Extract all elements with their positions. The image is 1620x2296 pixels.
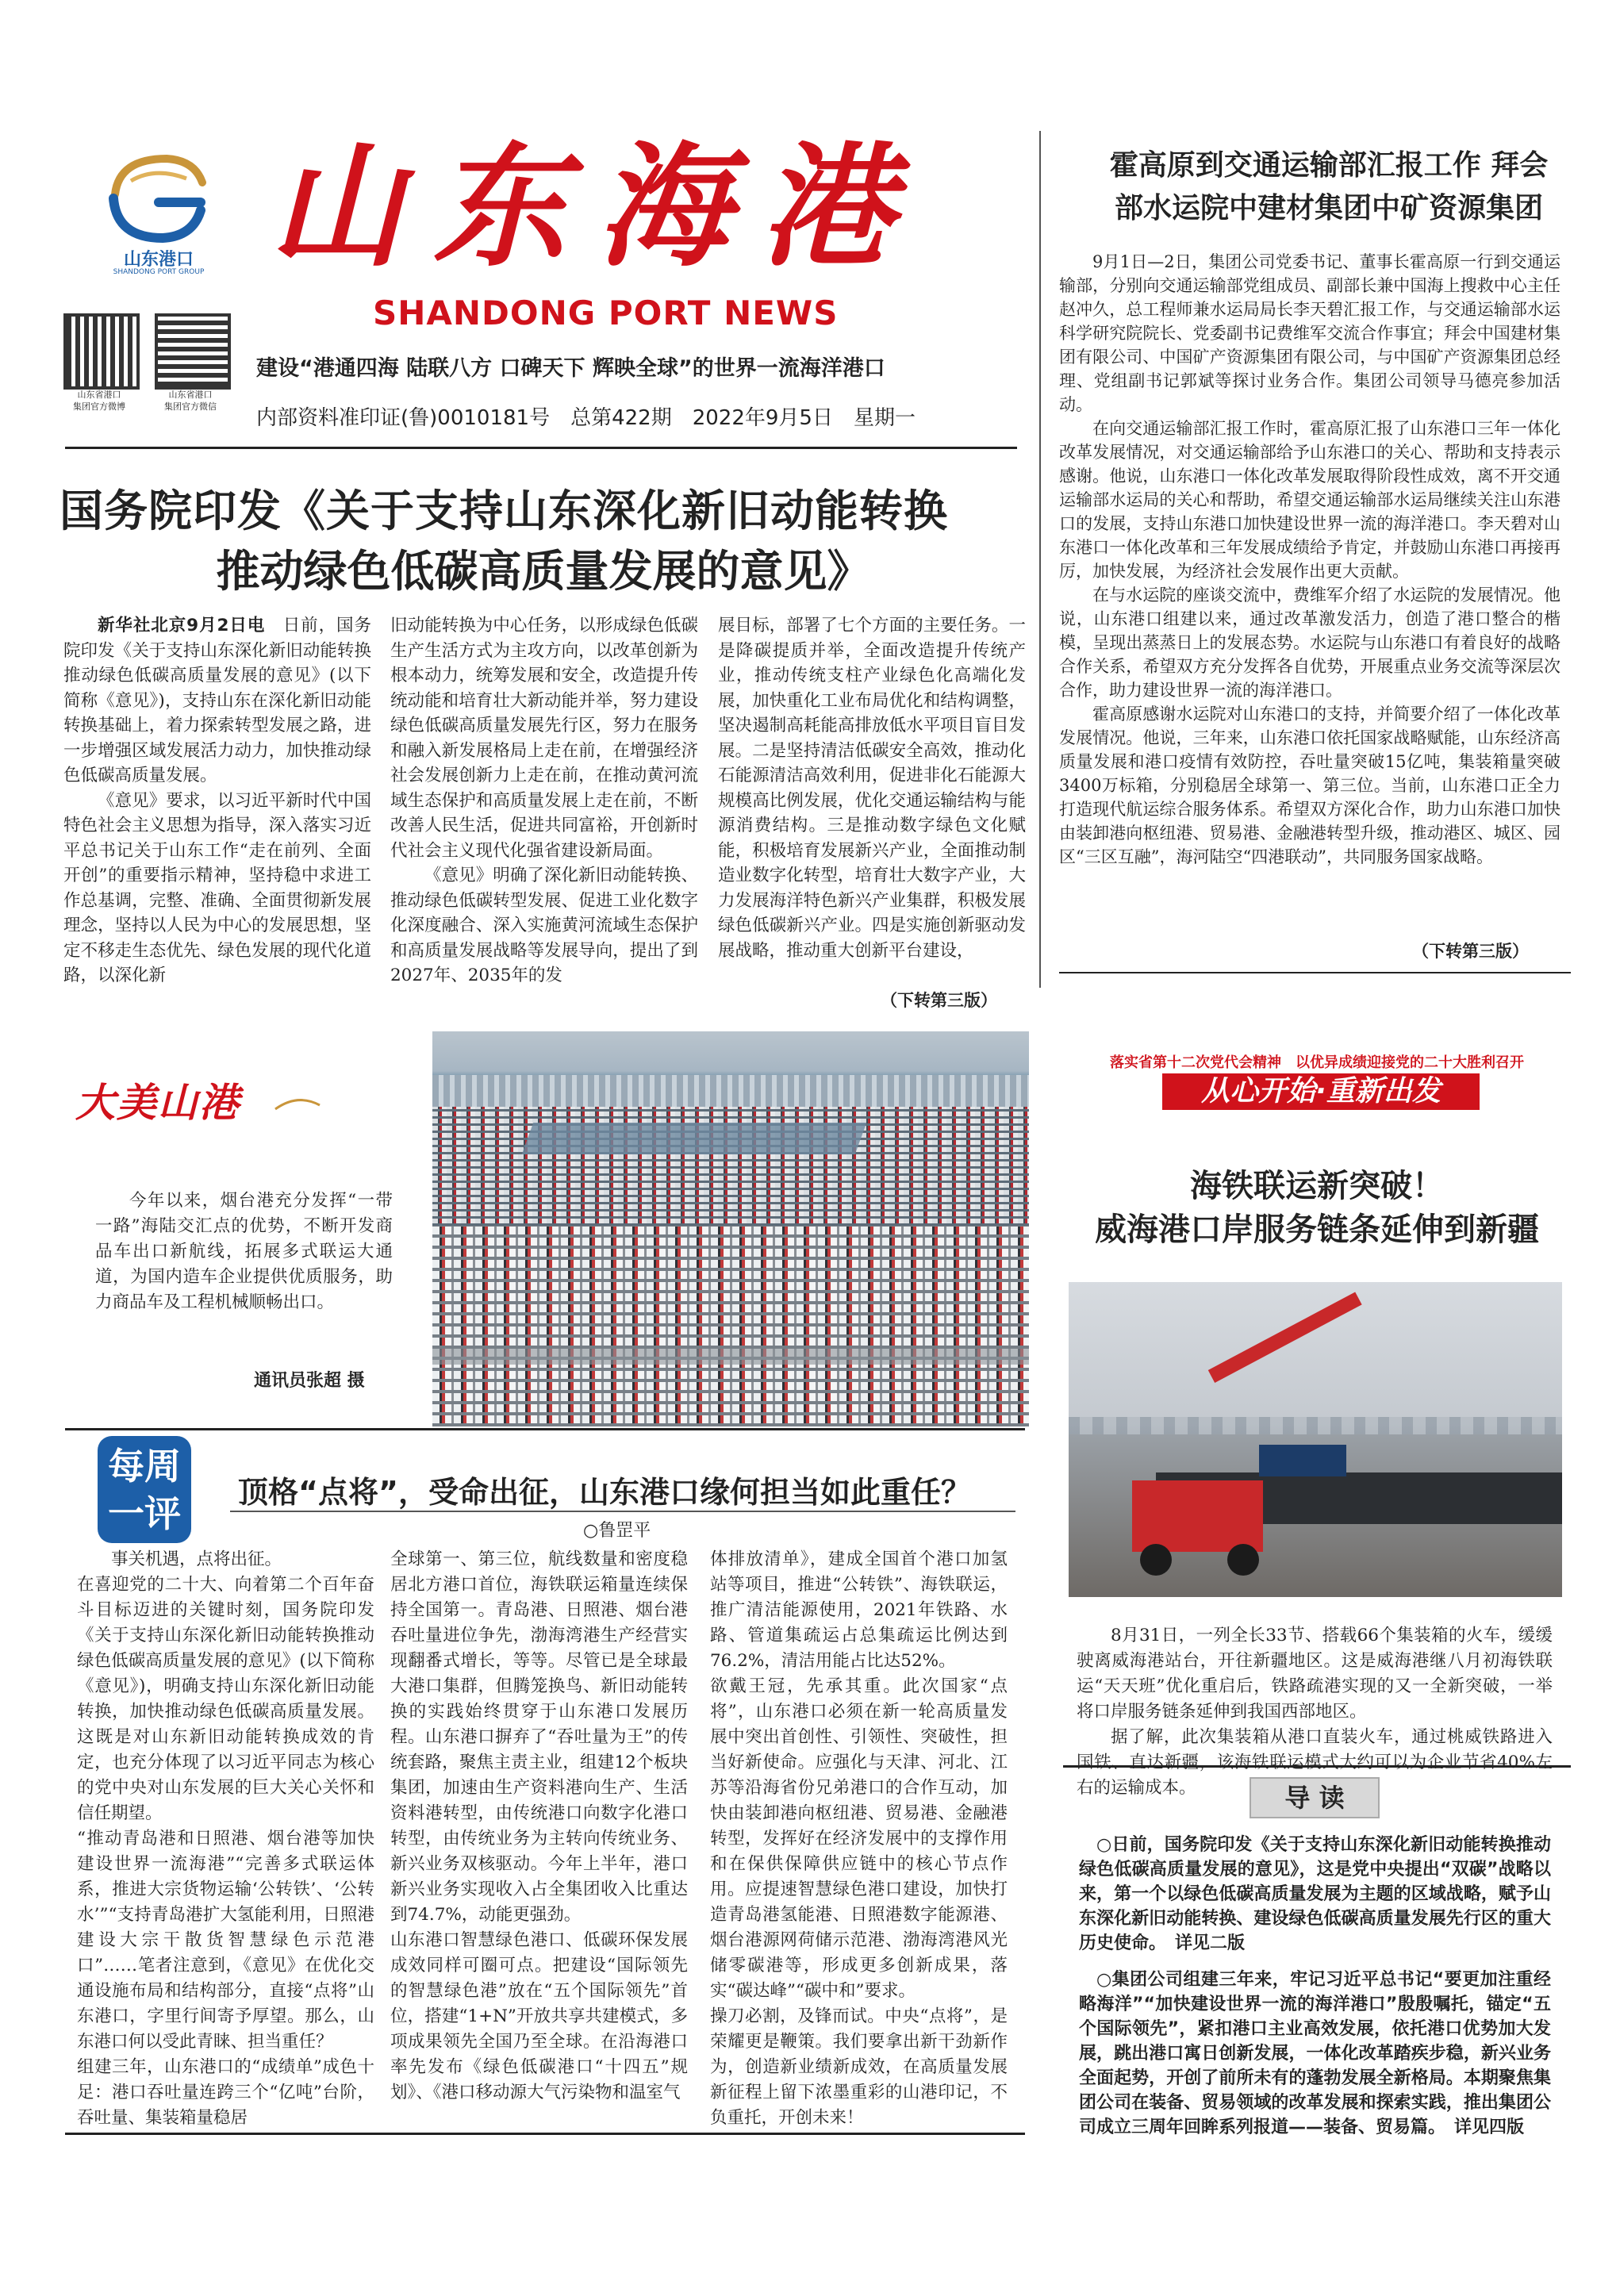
english-title: SHANDONG PORT NEWS (373, 294, 839, 332)
lead-headline-1: 国务院印发《关于支持山东深化新旧动能转换 (60, 486, 949, 536)
weihai-para-2: 据了解，此次集装箱从港口直装火车，通过桃威铁路进入国铁、直达新疆，该海铁联运模式大约可以为企业节省40%左右的运输成本。 (1077, 1727, 1553, 1798)
qr-code-wechat[interactable] (155, 313, 231, 390)
port-emblem-icon (99, 151, 218, 246)
qr-label-weibo: 山东省港口 集团官方微博 (73, 390, 125, 412)
congress-banner (1071, 1051, 1563, 1123)
right-article-para-4: 霍高原感谢水运院对山东港口的支持，并简要介绍了一体化改革发展情况。他说，三年来，山东港口依托国家战略赋能，山东经济高质量发展和港口疫情有效防控，吞吐量突破15亿吨，集装箱量突破3400万标箱，分别稳居全球第一、第三位。当前，山东港口正全力打造现代航运综合服务体系。希望双方深化合作，助力山东港口加快由装卸港向枢纽港、贸易港、金融港转型升级，推动港区、城区、园区“三区互融”，海河陆空“四港联动”，共同服务国家战略。 (1059, 705, 1560, 866)
right-article-bottom-rule (1059, 972, 1571, 973)
right-article-continued: （下转第三版） (1412, 942, 1529, 961)
slogan: 建设“港通四海 陆联八方 口碑天下 辉映全球”的世界一流海洋港口 (256, 356, 885, 381)
lead-dateline: 新华社北京9月2日电 (98, 616, 266, 635)
lead-col-1 (63, 613, 371, 989)
photo-feature-logo-text: 大美山港 (75, 1079, 240, 1126)
lead-continued: （下转第三版） (881, 991, 997, 1010)
right-article-para-3: 在与水运院的座谈交流中，费维军介绍了水运院的发展情况。他说，山东港口组建以来，通过改革激发活力，创造了港口整合的楷模，呈现出蒸蒸日上的发展态势。水运院与山东港口有着良好的战略合作关系，希望双方充分发挥各自优势，开展重点业务交流等深层次合作，助力建设世界一流的海洋港口。 (1059, 586, 1560, 700)
lead-col2-text: 旧动能转换为中心任务，以形成绿色低碳生产生活方式为主攻方向，以改革创新为根本动力，统筹发展和安全，改造提升传统动能和培育壮大新动能并举，努力建设绿色低碳高质量发展先行区，努力在服务和融入新发展格局上走在前，在增强经济社会发展创新力上走在前，在推动黄河流域生态保护和高质量发展上走在前，不断改善人民生活，促进共同富裕，开创新时代社会主义现代化强省建设新局面。 (390, 616, 698, 861)
weekly-review-headline-rule (230, 1511, 1015, 1512)
congress-banner-top: 落实省第十二次党代会精神 以优异成绩迎接党的二十大胜利召开 (1110, 1054, 1524, 1071)
weekly-review-author: ○鲁罡平 (583, 1521, 651, 1541)
photo-feature-credit: 通讯员张超 摄 (254, 1371, 365, 1391)
issue-line: 内部资料准印证(鲁)0010181号 总第422期 2022年9月5日 星期一 (256, 406, 916, 430)
photo-feature-caption: 今年以来，烟台港充分发挥“一带一路”海陆交汇点的优势，不断开发商品车出口新航线，拓展多式联运大通道，为国内造车企业提供优质服务，助力商品车及工程机械顺畅出口。 (95, 1191, 393, 1312)
right-article-para-1: 9月1日—2日，集团公司党委书记、董事长霍高原一行到交通运输部，分别向交通运输部党组成员、副部长兼中国海上搜救中心主任赵冲久，总工程师兼水运局局长李天碧汇报工作，与交通运输部水运科学研究院院长、党委副书记费维军交流合作事宜；拜会中国建材集团有限公司、中国矿产资源集团有限公司，与中国矿产资源集团总经理、党组副书记郭斌等探讨业务合作。集团公司领导马德亮参加活动。 (1059, 252, 1560, 414)
logo-cn-text: 山东港口 (123, 250, 194, 270)
masthead-divider (65, 447, 1017, 449)
weihai-para-1: 8月31日，一列全长33节、搭载66个集装箱的火车，缓缓驶离威海港站台，开往新疆地区。这是威海港继八月初海铁联运“天天班”优化重启后，铁路疏港实现的又一全新突破，一举将口岸服务链条延伸到我国西部地区。 (1077, 1626, 1553, 1722)
lead-col1-text: 日前，国务院印发《关于支持山东深化新旧动能转换推动绿色低碳高质量发展的意见》(以下简称《意见》)，支持山东在深化新旧动能转换基础上，着力探索转型发展之路，进一步增强区域发展活力动力，加快推动绿色低碳高质量发展。 (63, 616, 371, 785)
lead-col-3 (718, 613, 1026, 963)
weihai-headline-2: 威海港口岸服务链条延伸到新疆 (1095, 1211, 1539, 1248)
weekly-review-badge (98, 1436, 191, 1543)
newspaper-title: 山东海港 (270, 128, 923, 285)
right-article-headline-2: 部水运院中建材集团中矿资源集团 (1114, 192, 1543, 225)
qr-label-wechat: 山东省港口 集团官方微信 (164, 390, 217, 412)
right-article-headline-1: 霍高原到交通运输部汇报工作 拜会 (1109, 149, 1549, 182)
guide-title: 导 读 (1250, 1777, 1380, 1818)
right-column-rule (1039, 131, 1041, 988)
masthead (48, 128, 1023, 452)
qr-code-weibo[interactable] (63, 313, 140, 390)
weekly-review-badge-line-1: 每周 (108, 1445, 181, 1488)
weekly-review-badge-line-2: 一评 (108, 1492, 181, 1535)
right-article-body (1059, 250, 1560, 869)
lead-col1-para-2: 《意见》要求，以习近平新时代中国特色社会主义思想为指导，深入落实习近平总书记关于山东工作“走在前列、全面开创”的重要指示精神，坚持稳中求进工作总基调，完整、准确、全面贯彻新发展理念，坚持以人民为中心的发展思想，坚定不移走生态优先、绿色发展的现代化道路，以深化新 (63, 790, 371, 985)
lead-col3-text: 展目标，部署了七个方面的主要任务。一是降碳提质并举，全面改造提升传统产业，推动传统支柱产业绿色化高端化发展，加快重化工业布局优化和结构调整，坚决遏制高耗能高排放低水平项目盲目发展。二是坚持清洁低碳安全高效，推动化石能源清洁高效利用，促进非化石能源大规模高比例发展，优化交通运输结构与能源消费结构。三是推动数字绿色文化赋能，积极培育发展新兴产业，全面推动制造业数字化转型，培育壮大数字产业，大力发展海洋特色新兴产业集群，积极发展绿色低碳新兴产业。四是实施创新驱动发展战略，推动重大创新平台建设， (718, 616, 1026, 961)
lead-headline-2: 推动绿色低碳高质量发展的意见》 (216, 546, 871, 597)
weihai-rail-photo (1069, 1282, 1562, 1597)
right-article-para-2: 在向交通运输部汇报工作时，霍高原汇报了山东港口三年一体化改革发展情况，对交通运输部给予山东港口的关心、帮助和支持表示感谢。他说，山东港口一体化改革发展取得阶段性成效，离不开交通运输部水运局的关心和帮助，希望交通运输部水运局继续关注山东港口的发展，支持山东港口加快建设世界一流的海洋港口。李天碧对山东港口一体化改革和三年发展成绩给予肯定，并鼓励山东港口再接再厉，加快发展，为经济社会发展作出更大贡献。 (1059, 419, 1560, 581)
congress-banner-main: 从心开始·重新出发 (1162, 1073, 1480, 1110)
weihai-headline-1: 海铁联运新突破！ (1190, 1168, 1444, 1204)
weekly-review-headline: 顶格“点将”，受命出征，山东港口缘何担当如此重任？ (238, 1475, 971, 1510)
photo-feature-logo (75, 1071, 337, 1135)
guide-item-1[interactable]: ○日前，国务院印发《关于支持山东深化新旧动能转换推动绿色低碳高质量发展的意见》，这是党中央提出“双碳”战略以来，第一个以绿色低碳高质量发展为主题的区域战略，赋予山东深化新旧动能转换、建设绿色低碳高质量发展先行区的重大历史使命。 详见二版 (1079, 1835, 1551, 1953)
lead-col-2 (390, 613, 698, 989)
shandong-port-logo (99, 151, 218, 282)
guide-item-2[interactable]: ○集团公司组建三年来，牢记习近平总书记“要更加注重经略海洋”“加快建设世界一流的海洋港口”殷殷嘱托，锚定“五个国际领先”，紧扣港口主业高效发展，依托港口优势加大发展，跳出港口寓日创新发展，一体化改革踏疾步稳，新兴业务全面起势，开创了前所未有的蓬勃发展全新格局。本期聚焦集团公司在装备、贸易领域的改革发展和探索实践，推出集团公司成立三周年回眸系列报道——装备、贸易篇。 详见四版 (1079, 1970, 1551, 2137)
lead-col2-para-2: 《意见》明确了深化新旧动能转换、推动绿色低碳转型发展、促进工业化数字化深度融合、深入实施黄河流域生态保护和高质量发展战略等发展导向，提出了到2027年、2035年的发 (390, 866, 698, 985)
weekly-review-col-3: 体排放清单》，建成全国首个港口加氢站等项目，推进“公转铁”、海铁联运，推广清洁能源使用，2021年铁路、水路、管道集疏运占总集疏运比例达到76.2%，清洁用能占比达52%。 欲戴王冠，先承其重。此次国家“点将”，山东港口必须在新一轮高质量发展中突出首创性、引领性、突破性，担当好新使命。应强化与天津、河北、江苏等沿海省份兄弟港口的合作互动，加快由装卸港向枢纽港、贸易港、金融港转型，发挥好在经济发展中的支撑作用和在保供保障供应链中的核心节点作用。应提速智慧绿色港口建设，加快打造青岛港氢能港、日照港数字能源港、烟台港源网荷储示范港、渤海湾港风光储零碳港等，形成更多创新成果，落实“碳达峰”“碳中和”要求。 操刀必割，及锋而试。中央“点将”，是荣耀更是鞭策。我们要拿出新干劲新作为，创造新业绩新成效，在高质量发展新征程上留下浓墨重彩的山港印记，不负重托，开创未来！ (710, 1549, 1008, 2128)
decorative-flourish-icon (274, 1085, 321, 1117)
weekly-review-col-2: 全球第一、第三位，航线数量和密度稳居北方港口首位，海铁联运箱量连续保持全国第一。青岛港、日照港、烟台港吞吐量进位争先，渤海湾港生产经营实现翻番式增长，等等。尽管已是全球最大港口集群，但腾笼换鸟、新旧动能转换的实践始终贯穿于山东港口发展历程。山东港口摒弃了“吞吐量为王”的传统套路，聚焦主责主业，组建12个板块集团，加速由生产资料港向生产、生活资料港转型，由传统港口向数字化港口转型，由传统业务为主转向传统业务、新兴业务双核驱动。今年上半年，港口新兴业务实现收入占全集团收入比重达到74.7%，动能更强劲。 山东港口智慧绿色港口、低碳环保发展成效同样可圈可点。把建设“国际领先的智慧绿色港”放在“五个国际领先”首位，搭建“1+N”开放共享共建模式，多项成果领先全国乃至全球。在沿海港口率先发布《绿色低碳港口“十四五”规划》、《港口移动源大气污染物和温室气 (390, 1549, 688, 2102)
port-car-terminal-photo (432, 1031, 1029, 1426)
logo-en-text: SHANDONG PORT GROUP (113, 268, 205, 276)
weekly-review-col-1: 事关机遇，点将出征。 在喜迎党的二十大、向着第二个百年奋斗目标迈进的关键时刻，国务院印发《关于支持山东深化新旧动能转换推动绿色低碳高质量发展的意见》(以下简称《意见》)，明确支持山东深化新旧动能转换，加快推动绿色低碳高质量发展。这既是对山东新旧动能转换成效的肯定，也充分体现了以习近平同志为核心的党中央对山东发展的巨大关心关怀和信任期望。 “推动青岛港和日照港、烟台港等加快建设世界一流海港”“完善多式联运体系，推进大宗货物运输‘公转铁’、‘公转水’”“支持青岛港扩大氢能利用，日照港建设大宗干散货智慧绿色示范港口”……笔者注意到，《意见》在优化交通设施布局和结构部分，直接“点将”山东港口，字里行间寄予厚望。那么，山东港口何以受此青睐、担当重任？ 组建三年，山东港口的“成绩单”成色十足：港口吞吐量连跨三个“亿吨”台阶，吞吐量、集装箱量稳居 (77, 1549, 374, 2128)
